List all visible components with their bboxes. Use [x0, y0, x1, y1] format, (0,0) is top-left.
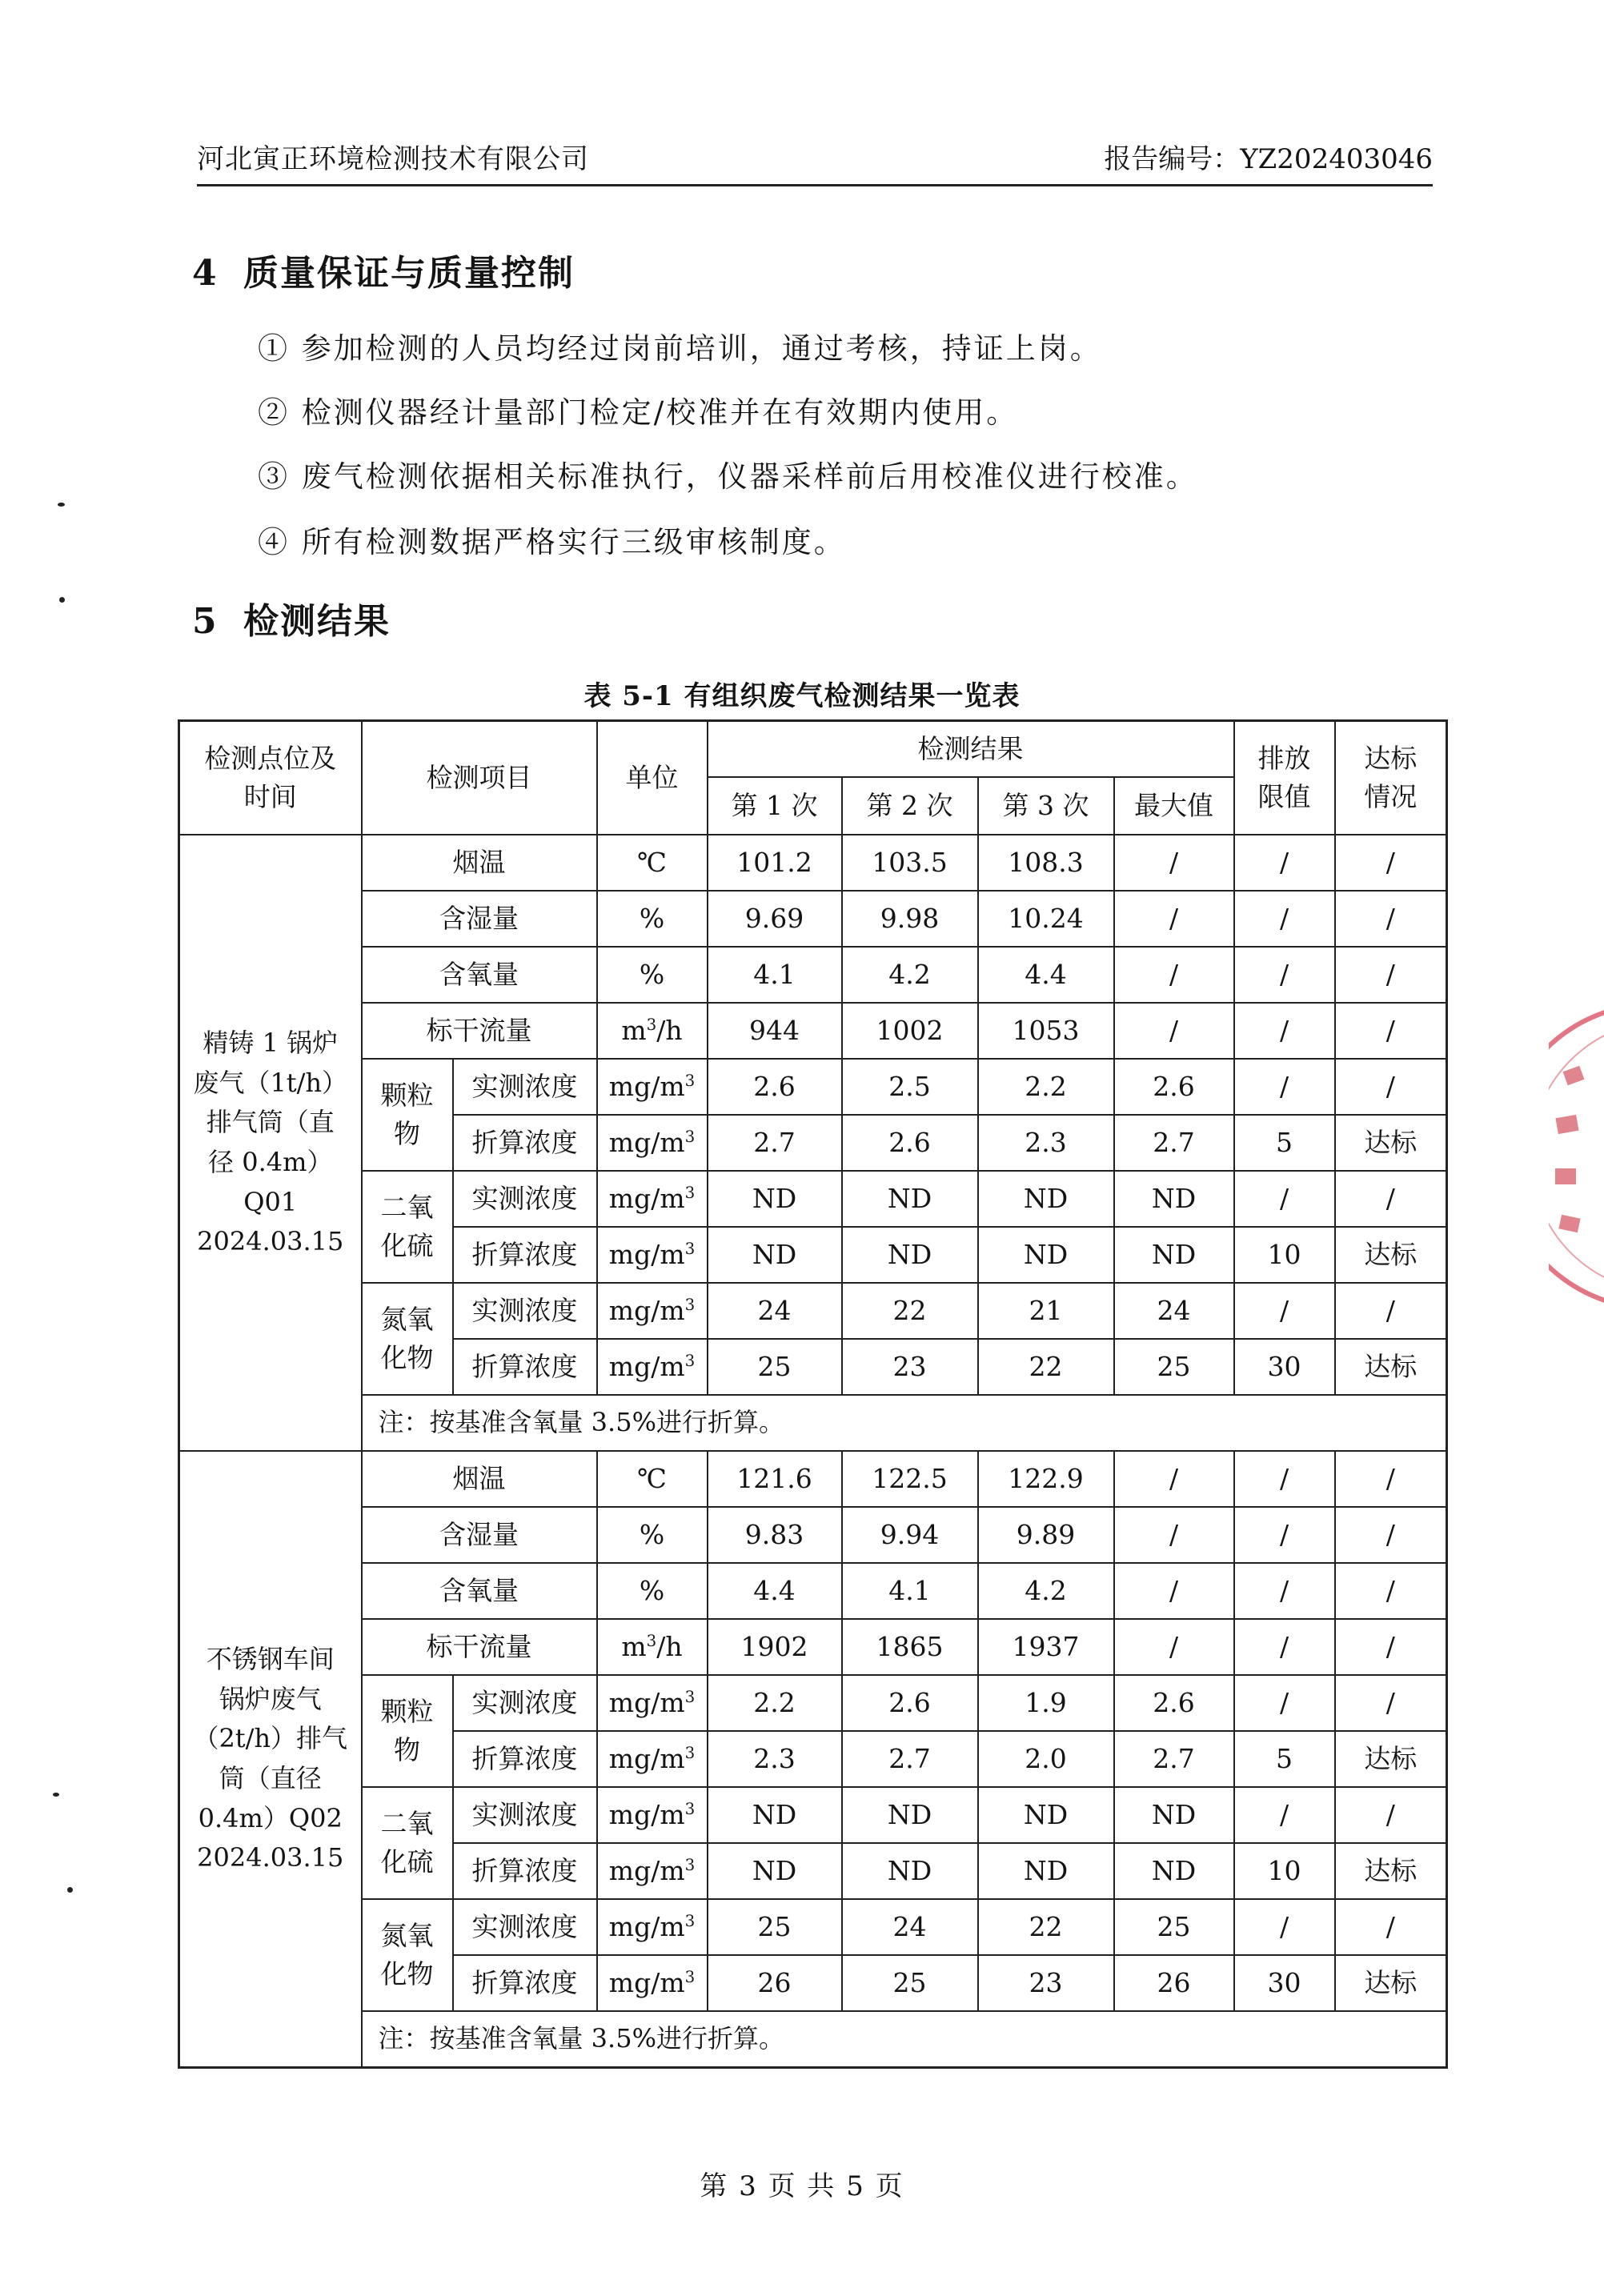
cell-run-2: 9.94	[842, 1507, 978, 1563]
cell-status: 达标	[1335, 1955, 1447, 2011]
cell-status: /	[1335, 1451, 1447, 1507]
cell-run-3: 22	[978, 1899, 1114, 1955]
concentration-type: 折算浓度	[453, 1955, 597, 2011]
cell-run-2: ND	[842, 1227, 978, 1283]
company-name: 河北寅正环境检测技术有限公司	[197, 143, 589, 175]
cell-run-2: 22	[842, 1283, 978, 1339]
cell-status: /	[1335, 1059, 1447, 1115]
cell-status: 达标	[1335, 1731, 1447, 1787]
header-run-3: 第 3 次	[978, 777, 1114, 835]
header-run-2: 第 2 次	[842, 777, 978, 835]
page-footer: 第 3 页 共 5 页	[700, 2170, 904, 2202]
cell-max: 2.6	[1114, 1059, 1234, 1115]
cell-limit: /	[1234, 1059, 1335, 1115]
cell-run-1: 9.69	[708, 891, 842, 947]
cell-run-2: 2.7	[842, 1731, 978, 1787]
concentration-type: 折算浓度	[453, 1227, 597, 1283]
unit-cell: $mg/m^3$	[597, 1283, 708, 1339]
cell-limit: /	[1234, 1675, 1335, 1731]
cell-limit: /	[1234, 1619, 1335, 1675]
scan-speck	[58, 503, 65, 507]
item-name: 标干流量	[362, 1003, 597, 1059]
concentration-type: 折算浓度	[453, 1731, 597, 1787]
emission-results-table	[178, 719, 1448, 2069]
pollutant-name: 颗粒 物	[362, 1059, 453, 1171]
cell-run-3: ND	[978, 1227, 1114, 1283]
cell-run-3: 4.4	[978, 947, 1114, 1003]
cell-status: 达标	[1335, 1227, 1447, 1283]
unit-cell: ℃	[597, 835, 708, 891]
concentration-type: 折算浓度	[453, 1843, 597, 1899]
cell-max: /	[1114, 947, 1234, 1003]
table-row	[179, 1507, 1447, 1563]
header-results: 检测结果	[708, 721, 1234, 778]
cell-run-2: 103.5	[842, 835, 978, 891]
cell-run-1: 1902	[708, 1619, 842, 1675]
qa-item-1: ① 参加检测的人员均经过岗前培训，通过考核，持证上岗。	[258, 331, 1102, 366]
unit-cell: %	[597, 891, 708, 947]
table-row	[179, 1451, 1447, 1507]
table-row	[179, 1003, 1447, 1059]
cell-status: /	[1335, 891, 1447, 947]
cell-max: /	[1114, 1507, 1234, 1563]
unit-cell: $mg/m^3$	[597, 1059, 708, 1115]
section-4-title: 质量保证与质量控制	[243, 253, 575, 294]
red-seal-stamp-fragment	[1549, 1004, 1604, 1308]
pollutant-name: 二氧 化硫	[362, 1787, 453, 1899]
cell-limit: 5	[1234, 1731, 1335, 1787]
cell-run-3: 1053	[978, 1003, 1114, 1059]
cell-run-1: 4.1	[708, 947, 842, 1003]
cell-limit: /	[1234, 1899, 1335, 1955]
cell-run-1: 2.3	[708, 1731, 842, 1787]
cell-status: /	[1335, 1283, 1447, 1339]
cell-run-2: ND	[842, 1787, 978, 1843]
cell-run-1: 2.6	[708, 1059, 842, 1115]
item-name: 烟温	[362, 1451, 597, 1507]
cell-limit: 10	[1234, 1227, 1335, 1283]
unit-cell: %	[597, 947, 708, 1003]
cell-limit: /	[1234, 1283, 1335, 1339]
unit-cell: %	[597, 1563, 708, 1619]
cell-max: 2.7	[1114, 1115, 1234, 1171]
qa-item-3: ③ 废气检测依据相关标准执行，仪器采样前后用校准仪进行校准。	[258, 459, 1198, 494]
cell-limit: /	[1234, 1563, 1335, 1619]
cell-max: 25	[1114, 1339, 1234, 1395]
table-row	[179, 1787, 1447, 1843]
table-row	[179, 1563, 1447, 1619]
unit-cell: $mg/m^3$	[597, 1731, 708, 1787]
scan-speck	[53, 1793, 59, 1797]
item-name: 含氧量	[362, 1563, 597, 1619]
cell-run-3: 10.24	[978, 891, 1114, 947]
item-name: 含氧量	[362, 947, 597, 1003]
cell-run-3: 9.89	[978, 1507, 1114, 1563]
cell-max: /	[1114, 1451, 1234, 1507]
note-row	[179, 1395, 1447, 1451]
section-5-heading	[192, 592, 391, 643]
table-row	[179, 835, 1447, 891]
cell-max: /	[1114, 1563, 1234, 1619]
unit-cell: $m^3/h$	[597, 1619, 708, 1675]
unit-cell: $mg/m^3$	[597, 1227, 708, 1283]
cell-max: 25	[1114, 1899, 1234, 1955]
cell-run-2: ND	[842, 1171, 978, 1227]
cell-run-2: 1865	[842, 1619, 978, 1675]
scan-speck	[59, 597, 65, 603]
cell-run-1: 25	[708, 1899, 842, 1955]
cell-run-1: 4.4	[708, 1563, 842, 1619]
pollutant-name: 二氧 化硫	[362, 1171, 453, 1283]
cell-run-3: 122.9	[978, 1451, 1114, 1507]
item-name: 含湿量	[362, 891, 597, 947]
cell-run-3: 1937	[978, 1619, 1114, 1675]
table-row	[179, 1059, 1447, 1115]
cell-limit: /	[1234, 1171, 1335, 1227]
unit-cell: $mg/m^3$	[597, 1843, 708, 1899]
header-unit: 单位	[597, 721, 708, 835]
cell-run-2: 2.5	[842, 1059, 978, 1115]
cell-limit: /	[1234, 1787, 1335, 1843]
header-max: 最大值	[1114, 777, 1234, 835]
cell-run-2: 9.98	[842, 891, 978, 947]
cell-run-2: 2.6	[842, 1115, 978, 1171]
cell-run-2: 25	[842, 1955, 978, 2011]
pollutant-name: 氮氧 化物	[362, 1283, 453, 1395]
pollutant-name: 颗粒 物	[362, 1675, 453, 1787]
cell-run-1: ND	[708, 1843, 842, 1899]
cell-limit: 30	[1234, 1339, 1335, 1395]
note-cell: 注：按基准含氧量 3.5%进行折算。	[362, 2011, 1447, 2068]
cell-max: ND	[1114, 1787, 1234, 1843]
cell-limit: 5	[1234, 1115, 1335, 1171]
cell-status: /	[1335, 1171, 1447, 1227]
cell-run-3: ND	[978, 1171, 1114, 1227]
unit-cell: ℃	[597, 1451, 708, 1507]
cell-status: /	[1335, 1619, 1447, 1675]
table-row	[179, 1171, 1447, 1227]
cell-status: /	[1335, 1675, 1447, 1731]
cell-run-1: ND	[708, 1227, 842, 1283]
concentration-type: 实测浓度	[453, 1675, 597, 1731]
cell-run-3: 2.0	[978, 1731, 1114, 1787]
header-status: 达标 情况	[1335, 721, 1447, 835]
concentration-type: 实测浓度	[453, 1787, 597, 1843]
concentration-type: 折算浓度	[453, 1339, 597, 1395]
cell-limit: /	[1234, 891, 1335, 947]
item-name: 含湿量	[362, 1507, 597, 1563]
cell-run-3: 108.3	[978, 835, 1114, 891]
cell-status: /	[1335, 1787, 1447, 1843]
table-row	[179, 1899, 1447, 1955]
cell-run-1: 24	[708, 1283, 842, 1339]
table-row	[179, 1283, 1447, 1339]
cell-run-3: 22	[978, 1339, 1114, 1395]
table-row	[179, 1675, 1447, 1731]
cell-max: /	[1114, 835, 1234, 891]
cell-status: 达标	[1335, 1843, 1447, 1899]
cell-limit: /	[1234, 1451, 1335, 1507]
cell-run-2: 4.2	[842, 947, 978, 1003]
cell-limit: /	[1234, 835, 1335, 891]
cell-run-2: ND	[842, 1843, 978, 1899]
qa-item-4: ④ 所有检测数据严格实行三级审核制度。	[258, 525, 846, 559]
header-location: 检测点位及 时间	[179, 721, 362, 835]
concentration-type: 实测浓度	[453, 1283, 597, 1339]
cell-max: /	[1114, 1619, 1234, 1675]
cell-run-2: 122.5	[842, 1451, 978, 1507]
cell-max: /	[1114, 891, 1234, 947]
cell-max: 2.6	[1114, 1675, 1234, 1731]
note-row	[179, 2011, 1447, 2068]
cell-status: 达标	[1335, 1115, 1447, 1171]
cell-status: /	[1335, 947, 1447, 1003]
note-cell: 注：按基准含氧量 3.5%进行折算。	[362, 1395, 1447, 1451]
cell-run-3: ND	[978, 1843, 1114, 1899]
cell-status: 达标	[1335, 1339, 1447, 1395]
unit-cell: $mg/m^3$	[597, 1955, 708, 2011]
cell-run-3: 2.2	[978, 1059, 1114, 1115]
cell-run-1: 25	[708, 1339, 842, 1395]
cell-run-1: 9.83	[708, 1507, 842, 1563]
header-run-1: 第 1 次	[708, 777, 842, 835]
cell-run-2: 2.6	[842, 1675, 978, 1731]
report-number: 报告编号：YZ202403046	[1104, 143, 1433, 175]
table-row	[179, 1619, 1447, 1675]
cell-run-1: 121.6	[708, 1451, 842, 1507]
unit-cell: $mg/m^3$	[597, 1787, 708, 1843]
section-5-title: 检测结果	[243, 601, 391, 642]
concentration-type: 实测浓度	[453, 1059, 597, 1115]
cell-limit: 10	[1234, 1843, 1335, 1899]
cell-max: 24	[1114, 1283, 1234, 1339]
cell-max: ND	[1114, 1843, 1234, 1899]
cell-status: /	[1335, 1003, 1447, 1059]
table-caption: 表 5-1 有组织废气检测结果一览表	[583, 680, 1021, 712]
cell-status: /	[1335, 835, 1447, 891]
cell-run-1: 2.7	[708, 1115, 842, 1171]
section-4-heading	[192, 244, 575, 295]
unit-cell: $m^3/h$	[597, 1003, 708, 1059]
cell-limit: /	[1234, 1003, 1335, 1059]
unit-cell: %	[597, 1507, 708, 1563]
scan-speck	[67, 1887, 73, 1893]
concentration-type: 折算浓度	[453, 1115, 597, 1171]
unit-cell: $mg/m^3$	[597, 1115, 708, 1171]
cell-run-3: 1.9	[978, 1675, 1114, 1731]
cell-max: ND	[1114, 1227, 1234, 1283]
cell-run-3: ND	[978, 1787, 1114, 1843]
page-header	[197, 142, 1433, 186]
cell-max: /	[1114, 1003, 1234, 1059]
cell-limit: /	[1234, 1507, 1335, 1563]
cell-run-1: ND	[708, 1787, 842, 1843]
pollutant-name: 氮氧 化物	[362, 1899, 453, 2011]
qa-item-2: ② 检测仪器经计量部门检定/校准并在有效期内使用。	[258, 395, 1019, 430]
cell-limit: /	[1234, 947, 1335, 1003]
table-row	[179, 947, 1447, 1003]
unit-cell: $mg/m^3$	[597, 1339, 708, 1395]
cell-status: /	[1335, 1563, 1447, 1619]
cell-run-3: 21	[978, 1283, 1114, 1339]
cell-run-3: 23	[978, 1955, 1114, 2011]
header-limit: 排放 限值	[1234, 721, 1335, 835]
cell-run-2: 23	[842, 1339, 978, 1395]
cell-run-1: ND	[708, 1171, 842, 1227]
cell-status: /	[1335, 1899, 1447, 1955]
cell-max: ND	[1114, 1171, 1234, 1227]
unit-cell: $mg/m^3$	[597, 1899, 708, 1955]
section-5-number: 5	[192, 601, 219, 642]
unit-cell: $mg/m^3$	[597, 1675, 708, 1731]
header-item: 检测项目	[362, 721, 597, 835]
unit-cell: $mg/m^3$	[597, 1171, 708, 1227]
cell-run-2: 4.1	[842, 1563, 978, 1619]
cell-run-2: 24	[842, 1899, 978, 1955]
location-cell: 不锈钢车间 锅炉废气 （2t/h）排气 筒（直径 0.4m）Q02 2024.03.15	[179, 1451, 362, 2068]
item-name: 标干流量	[362, 1619, 597, 1675]
item-name: 烟温	[362, 835, 597, 891]
cell-run-1: 26	[708, 1955, 842, 2011]
cell-run-3: 4.2	[978, 1563, 1114, 1619]
cell-run-3: 2.3	[978, 1115, 1114, 1171]
cell-run-2: 1002	[842, 1003, 978, 1059]
cell-run-1: 944	[708, 1003, 842, 1059]
location-cell: 精铸 1 锅炉 废气（1t/h） 排气筒（直 径 0.4m） Q01 2024.03.15	[179, 835, 362, 1451]
concentration-type: 实测浓度	[453, 1171, 597, 1227]
concentration-type: 实测浓度	[453, 1899, 597, 1955]
cell-limit: 30	[1234, 1955, 1335, 2011]
cell-run-1: 101.2	[708, 835, 842, 891]
section-4-number: 4	[192, 253, 219, 294]
cell-max: 26	[1114, 1955, 1234, 2011]
cell-status: /	[1335, 1507, 1447, 1563]
cell-max: 2.7	[1114, 1731, 1234, 1787]
cell-run-1: 2.2	[708, 1675, 842, 1731]
table-row	[179, 891, 1447, 947]
